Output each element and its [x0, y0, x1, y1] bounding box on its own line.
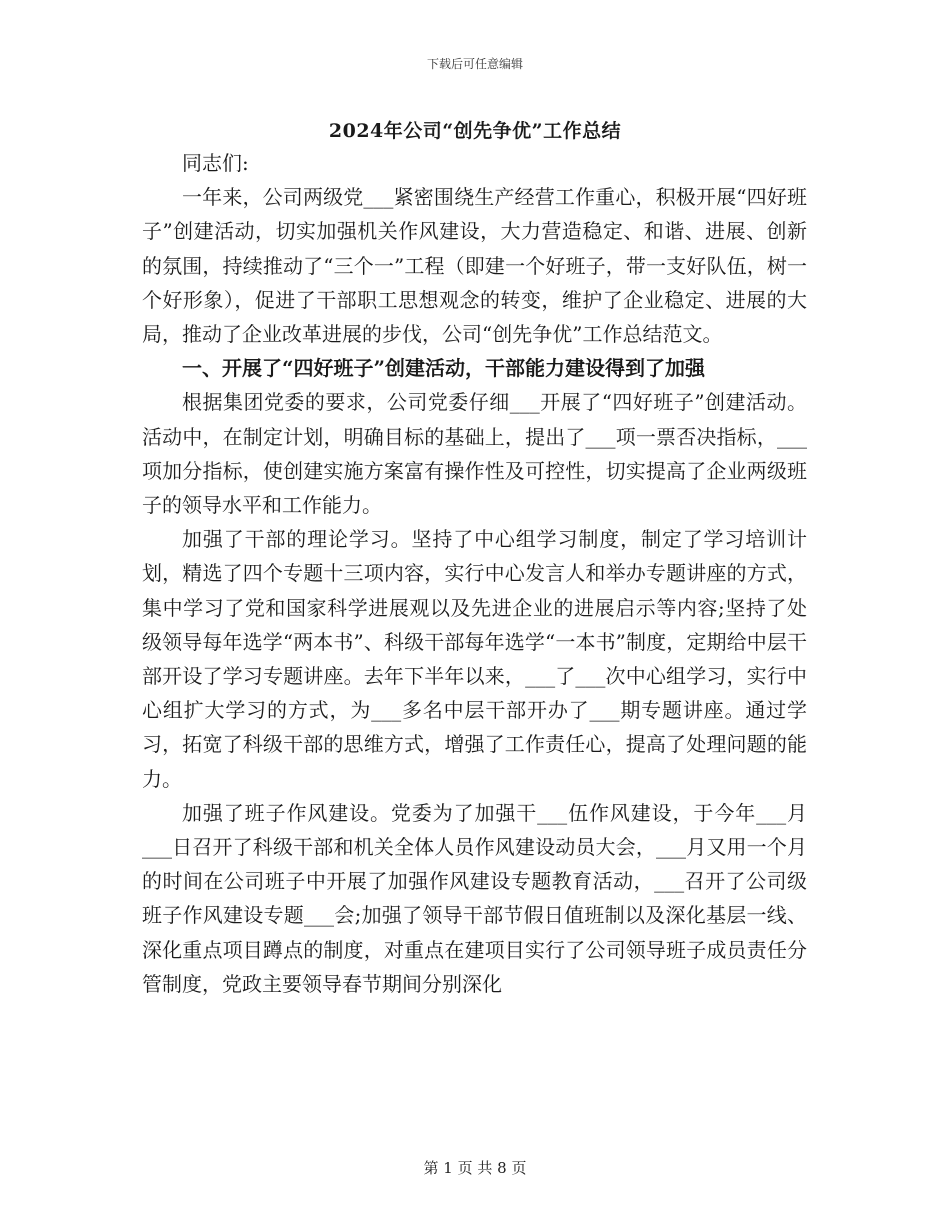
paragraph-activity: 根据集团党委的要求，公司党委仔细___开展了“四好班子”创建活动。活动中，在制定计划，明确目标的基础上，提出了___项一票否决指标，___项加分指标，使创建实施方案富有操作性及可控性，切实提高了企业两级班子的领导水平和工作能力。: [142, 390, 807, 518]
document-title: 2024年公司“创先争优”工作总结: [328, 120, 622, 142]
page-number-footer: 第 1 页 共 8 页: [423, 1159, 527, 1177]
section-heading-1: 一、开展了“四好班子”创建活动，干部能力建设得到了加强: [182, 356, 706, 381]
paragraph-intro: 一年来，公司两级党___紧密围绕生产经营工作重心，积极开展“四好班子”创建活动，切实加强机关作风建设，大力营造稳定、和谐、进展、创新的氛围，持续推动了“三个一”工程（即建一个好班子，带一支好队伍，树一个好形象），促进了干部职工思想观念的转变，维护了企业稳定、进展的大局，推动了企业改革进展的步伐，公司“创先争优”工作总结范文。: [142, 185, 807, 347]
page-header-note: 下载后可任意编辑: [426, 57, 523, 71]
salutation: 同志们:: [182, 151, 249, 175]
paragraph-style-building: 加强了班子作风建设。党委为了加强干___伍作风建设，于今年___月___日召开了科级干部和机关全体人员作风建设动员大会，___月又用一个月的时间在公司班子中开展了加强作风建设专题教育活动，___召开了公司级班子作风建设专题___会;加强了领导干部节假日值班制以及深化基层一线、深化重点项目蹲点的制度，对重点在建项目实行了公司领导班子成员责任分管制度，党政主要领导春节期间分别深化: [142, 800, 807, 996]
document-body: [142, 146, 807, 1001]
paragraph-theory-study: 加强了干部的理论学习。坚持了中心组学习制度，制定了学习培训计划，精选了四个专题十三项内容，实行中心发言人和举办专题讲座的方式，集中学习了党和国家科学进展观以及先进企业的进展启示等内容;坚持了处级领导每年选学“两本书”、科级干部每年选学“一本书”制度，定期给中层干部开设了学习专题讲座。去年下半年以来，___了___次中心组学习，实行中心组扩大学习的方式，为___多名中层干部开办了___期专题讲座。通过学习，拓宽了科级干部的思维方式，增强了工作责任心，提高了处理问题的能力。: [142, 527, 807, 791]
